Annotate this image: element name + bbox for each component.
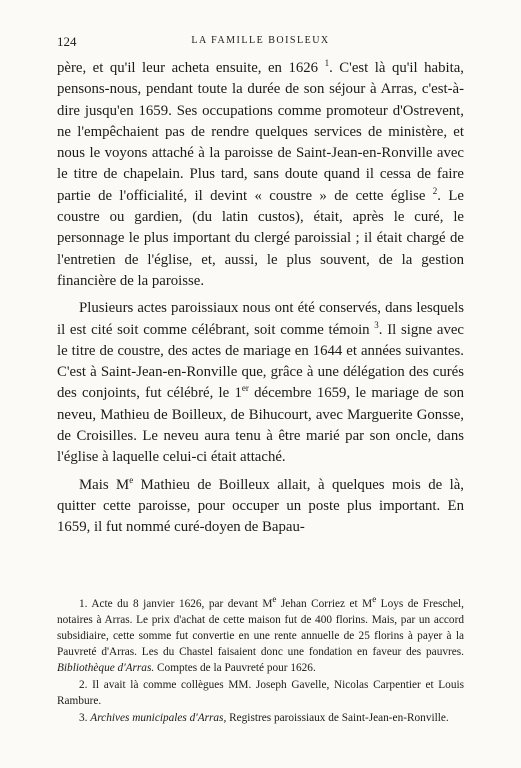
text-run: décembre 1659, le mariage de son neveu, Mathieu de Boilleux, de Bihucourt, avec Marguerite Gonsse, de Croisilles. Le neveu aura tenu à être marié par son oncle, dans l'église à laquelle celui-ci était attaché. [57,385,465,466]
footnotes [57,596,464,727]
title-superscript: e [129,474,134,485]
text-run: Mathieu de Boilleux allait, à quelques mois de là, quitter cette paroisse, pour occuper un poste plus important. En 1659, il fut nommé curé-doyen de Bapau- [57,476,464,536]
footnote-1 [57,596,464,676]
italic-source: Bibliothèque d'Arras. [57,662,155,674]
footnote-2 [57,677,464,709]
text-run: Comptes de la Pauvreté pour 1626. [154,662,316,674]
paragraph-1 [57,58,464,292]
text-run: . C'est là qu'il habita, pensons-nous, pendant toute la durée de son séjour à Arras, c'est-à-dire jusqu'en 1659. Ses occupations comme promoteur d'Ostrevent, ne l'empêchaient pas de rendre quelques services de ministère, et nous le voyons attaché à la paroisse de Saint-Jean-en-Ronville avec le titre de chapelain. Plus tard, sans doute quand il cessa de faire partie de l'officialité, il devint « coustre » de cette église [57,60,465,204]
footnote-ref-2: 2 [432,185,438,196]
footnote-3 [57,710,464,726]
text-run: 3. [79,712,91,724]
text-run: 2. Il avait là comme collègues MM. Joseph Gavelle, Nicolas Carpentier et Louis Rambure. [57,679,464,707]
running-title: LA FAMILLE BOISLEUX [191,35,330,46]
ordinal-superscript: er [241,383,249,394]
text-run: . Le coustre ou gardien, (du latin custos), était, après le curé, le personnage le plus important du clergé paroissial ; il était chargé de l'entretien de l'église, et, aussi, le plus souvent, de la gestion financière de la paroisse. [57,187,464,289]
body-text [57,58,464,539]
page-number: 124 [57,34,77,49]
text-run: Loys de Freschel, notaires à Arras. Le prix d'achat de cette maison fut de 400 florins. Mais, par un accord subsidiaire, cette somme fut convertie en une rente annuelle de 25 florins à payer à la Pauvreté d'Arras. Les du Chastel faisaient donc une fondation en faveur des pauvres. [57,598,465,658]
text-run: Registres paroissiaux de Saint-Jean-en-Ronville. [226,712,449,724]
title-superscript: e [272,594,277,605]
footnote-ref-3: 3 [374,319,379,330]
text-run: Mais M [79,476,130,493]
paragraph-3 [57,475,464,539]
text-run: 1. Acte du 8 janvier 1626, par devant M [79,598,273,610]
text-run: Jehan Corriez et M [276,598,373,610]
paragraph-2 [57,298,464,468]
footnote-ref-1: 1 [324,58,330,69]
text-run: Plusieurs actes paroissiaux nous ont été conservés, dans lesquels il est cité soit comme célébrant, soit comme témoin [57,300,464,338]
title-superscript: e [372,594,377,605]
text-run: . Il signe avec le titre de coustre, des actes de mariage en 1644 et années suivantes. C'est à Saint-Jean-en-Ronville que, grâce à une délégation des curés des conjoints, fut célébré, le 1 [57,321,465,402]
text-run: père, et qu'il leur acheta ensuite, en 1626 [57,60,325,76]
italic-source: Archives municipales d'Arras, [90,712,227,724]
